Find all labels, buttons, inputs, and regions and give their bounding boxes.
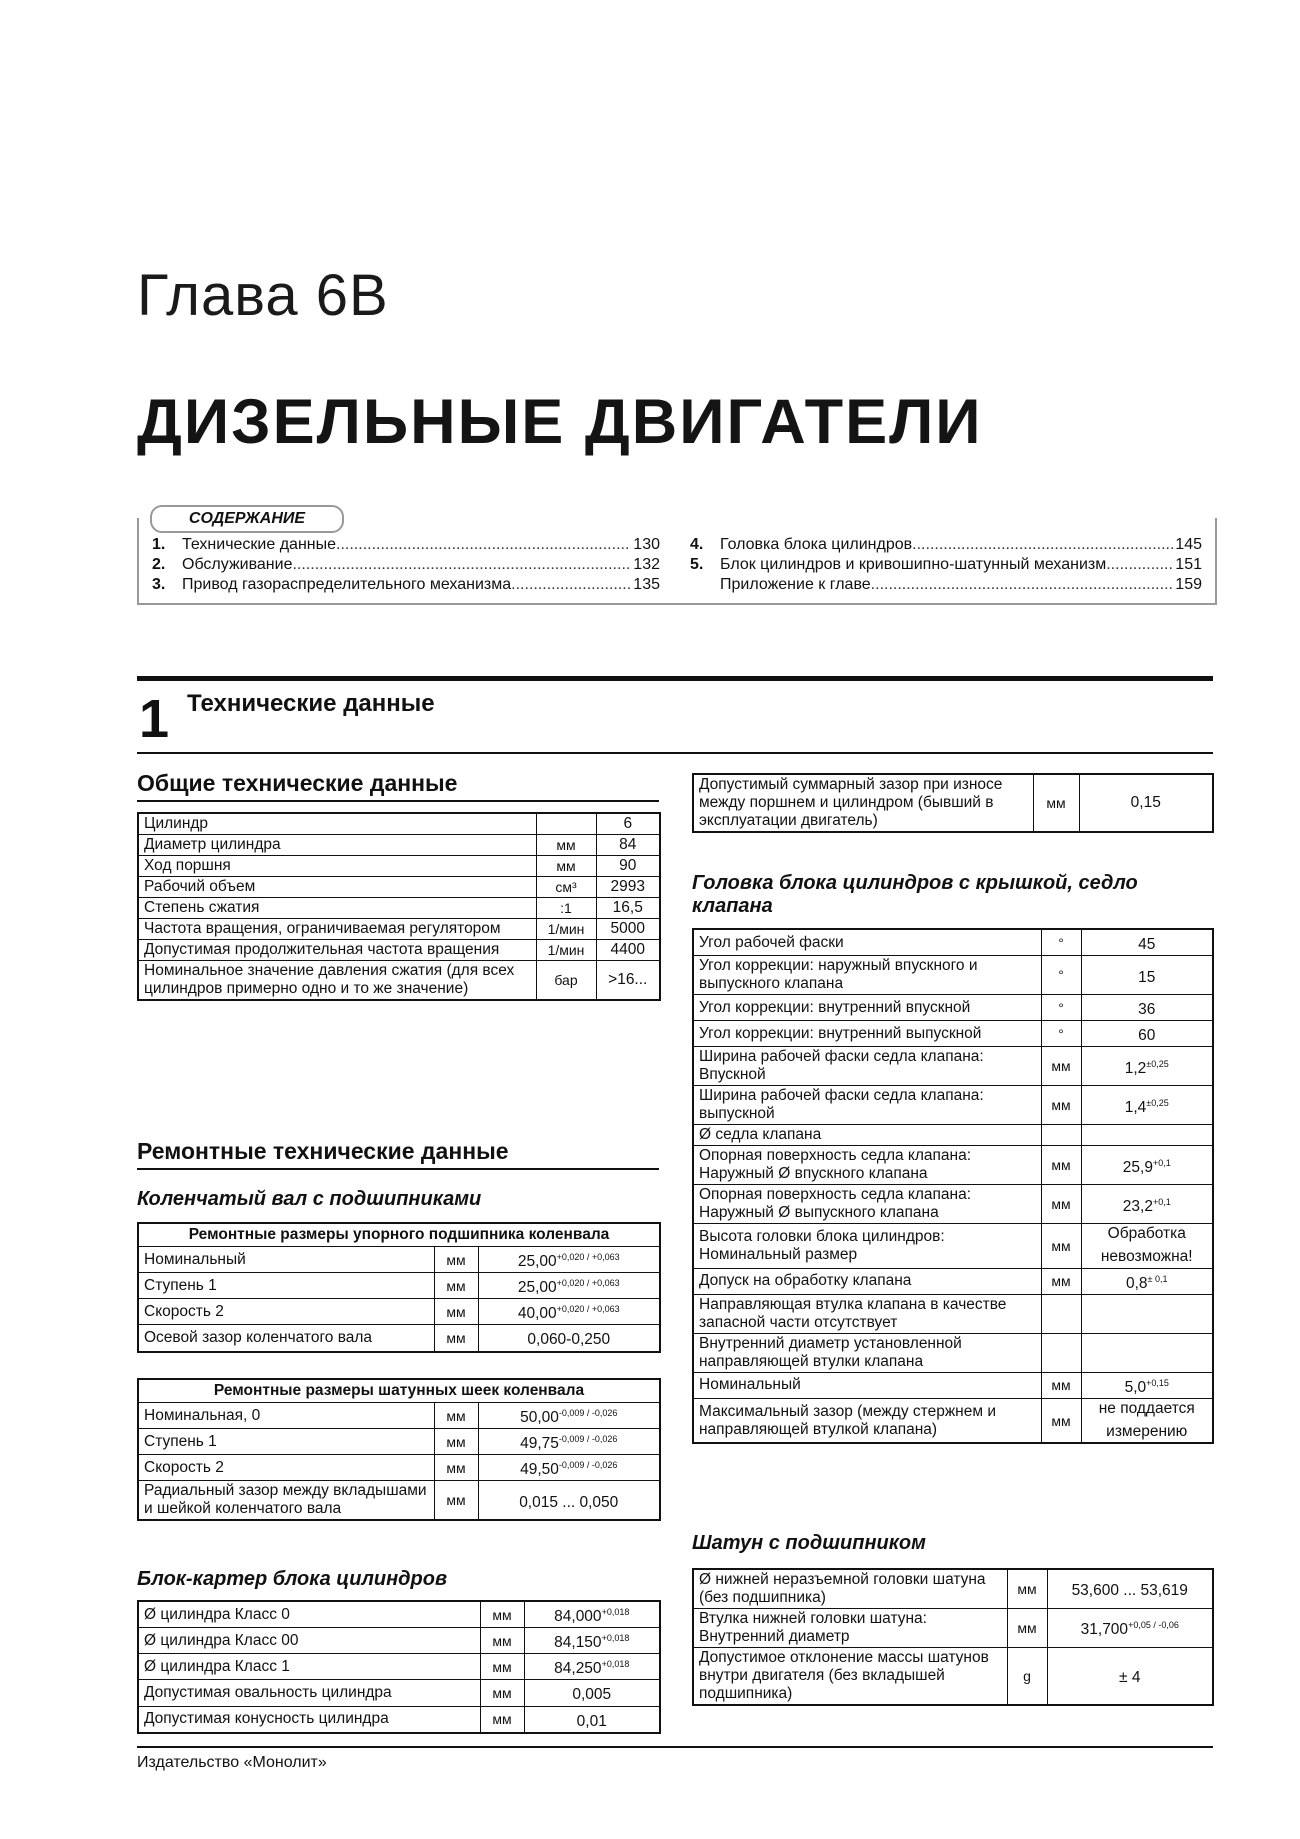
- toc-item-num: [690, 575, 720, 595]
- param-unit: мм: [434, 1429, 478, 1455]
- param-value: $84,150^{+0,018}$: [524, 1628, 660, 1654]
- param-value: 4400: [596, 940, 660, 961]
- param-value: 0,01: [524, 1706, 660, 1733]
- param-name: Диаметр цилиндра: [138, 835, 536, 856]
- param-unit: мм: [1041, 1224, 1081, 1268]
- param-name: Угол коррекции: наружный впускного и выпускного клапана: [693, 956, 1041, 995]
- piston-wear-table: [692, 773, 1214, 833]
- footer-rule: [137, 1746, 1213, 1748]
- param-name: Номинальный: [138, 1247, 434, 1273]
- param-name: Частота вращения, ограничиваемая регулятором: [138, 919, 536, 940]
- table-row: [138, 835, 660, 856]
- table-row: [138, 919, 660, 940]
- param-name: Втулка нижней головки шатуна: Внутренний диаметр: [693, 1609, 1007, 1648]
- repair-heading: Ремонтные технические данные: [137, 1138, 659, 1170]
- param-unit: 1/мин: [536, 919, 596, 940]
- toc-leader: [871, 575, 1174, 595]
- param-name: Ширина рабочей фаски седла клапана: Впускной: [693, 1047, 1041, 1086]
- param-unit: мм: [480, 1680, 524, 1706]
- param-name: Цилиндр: [138, 813, 536, 835]
- param-unit: мм: [1007, 1609, 1047, 1648]
- table-row: [138, 898, 660, 919]
- table-row: [138, 1429, 660, 1455]
- param-value: 15: [1081, 956, 1213, 995]
- section-number: 1: [139, 689, 170, 749]
- table-row: [138, 1455, 660, 1481]
- table-row: [693, 1569, 1213, 1609]
- param-name: Ход поршня: [138, 856, 536, 877]
- param-value: 16,5: [596, 898, 660, 919]
- contents-label: СОДЕРЖАНИЕ: [150, 505, 344, 533]
- param-unit: °: [1041, 956, 1081, 995]
- param-value: $49,50^{-0,009 / -0,026}$: [478, 1455, 660, 1481]
- table-row: [693, 1268, 1213, 1294]
- table-row: [138, 1247, 660, 1273]
- table-row: [693, 774, 1213, 832]
- param-name: Ø цилиндра Класс 00: [138, 1628, 480, 1654]
- param-name: Опорная поверхность седла клапана: Наружный Ø впускного клапана: [693, 1146, 1041, 1185]
- toc-leader: [511, 575, 631, 595]
- toc-leader: [1106, 555, 1173, 575]
- param-value: 60: [1081, 1021, 1213, 1047]
- param-name: Скорость 2: [138, 1455, 434, 1481]
- general-table: [137, 812, 661, 1001]
- param-unit: мм: [1041, 1398, 1081, 1443]
- toc-item-title: Головка блока цилиндров: [720, 536, 913, 553]
- toc-item-page: 145: [1175, 536, 1202, 553]
- cylinder-block-table: [137, 1600, 661, 1734]
- param-unit: мм: [480, 1654, 524, 1680]
- param-unit: мм: [434, 1403, 478, 1429]
- table-row: [138, 1654, 660, 1680]
- param-name: Допуск на обработку клапана: [693, 1268, 1041, 1294]
- table-row: [693, 1398, 1213, 1443]
- param-value: $31,700^{+0,05 / -0,06}$: [1047, 1609, 1213, 1648]
- param-name: Допустимое отклонение массы шатунов внутри двигателя (без вкладышей подшипника): [693, 1648, 1007, 1706]
- toc-item-page: 130: [633, 536, 660, 553]
- param-unit: °: [1041, 995, 1081, 1021]
- table-row: [138, 1680, 660, 1706]
- param-value: 84: [596, 835, 660, 856]
- table-row: [138, 1299, 660, 1325]
- table-row: [138, 877, 660, 898]
- param-name: Ступень 1: [138, 1273, 434, 1299]
- param-unit: [1041, 1125, 1081, 1146]
- param-value: $50,00^{-0,009 / -0,026}$: [478, 1403, 660, 1429]
- block-heading: Блок-картер блока цилиндров: [137, 1568, 448, 1590]
- param-value: 45: [1081, 929, 1213, 956]
- param-value: $84,000^{+0,018}$: [524, 1601, 660, 1628]
- param-name: Номинальная, 0: [138, 1403, 434, 1429]
- table-row: [693, 929, 1213, 956]
- table-row: [138, 1325, 660, 1352]
- table-caption: Ремонтные размеры упорного подшипника коленвала: [138, 1223, 660, 1247]
- table-row: [693, 1185, 1213, 1224]
- param-unit: [1041, 1294, 1081, 1333]
- table-caption-row: [138, 1379, 660, 1403]
- param-name: Высота головки блока цилиндров: Номинальный размер: [693, 1224, 1041, 1268]
- param-unit: мм: [536, 835, 596, 856]
- param-name: Допустимая овальность цилиндра: [138, 1680, 480, 1706]
- rod-heading: Шатун с подшипником: [692, 1532, 926, 1554]
- table-caption: Ремонтные размеры шатунных шеек коленвала: [138, 1379, 660, 1403]
- param-unit: мм: [480, 1706, 524, 1733]
- param-value: не поддается измерению: [1081, 1398, 1213, 1443]
- param-value: $1,2^{\pm 0,25}$: [1081, 1047, 1213, 1086]
- param-name: Ø цилиндра Класс 0: [138, 1601, 480, 1628]
- param-value: 0,060-0,250: [478, 1325, 660, 1352]
- param-name: Направляющая втулка клапана в качестве запасной части отсутствует: [693, 1294, 1041, 1333]
- param-unit: мм: [434, 1299, 478, 1325]
- table-row: [138, 940, 660, 961]
- param-name: Угол рабочей фаски: [693, 929, 1041, 956]
- param-name: Ø нижней неразъемной головки шатуна (без подшипника): [693, 1569, 1007, 1609]
- table-row: [138, 1481, 660, 1521]
- toc-item-title: Приложение к главе: [720, 576, 871, 593]
- table-row: [693, 1224, 1213, 1268]
- param-value: $40,00^{+0,020 / +0,063}$: [478, 1299, 660, 1325]
- table-row: [138, 856, 660, 877]
- thrust-bearing-table: [137, 1222, 661, 1353]
- param-name: Ступень 1: [138, 1429, 434, 1455]
- param-name: Допустимая конусность цилиндра: [138, 1706, 480, 1733]
- table-row: [138, 1601, 660, 1628]
- table-row: [693, 1648, 1213, 1706]
- toc-item-title: Технические данные: [182, 536, 337, 553]
- table-row: [693, 1372, 1213, 1398]
- param-value: $25,00^{+0,020 / +0,063}$: [478, 1247, 660, 1273]
- param-value: $25,9^{+0,1}$: [1081, 1146, 1213, 1185]
- param-value: 90: [596, 856, 660, 877]
- param-unit: 1/мин: [536, 940, 596, 961]
- table-row: [138, 1403, 660, 1429]
- param-unit: бар: [536, 961, 596, 1001]
- param-value: $49,75^{-0,009 / -0,026}$: [478, 1429, 660, 1455]
- table-row: [693, 1294, 1213, 1333]
- toc-leader: [336, 535, 631, 555]
- toc-item[interactable]: [690, 575, 1202, 595]
- chapter-label: Глава 6В: [137, 263, 389, 328]
- toc-item[interactable]: [152, 575, 660, 595]
- param-unit: мм: [434, 1247, 478, 1273]
- param-value: [1081, 1125, 1213, 1146]
- publisher: Издательство «Монолит»: [137, 1754, 327, 1771]
- toc-item-page: 132: [633, 556, 660, 573]
- param-name: Ø цилиндра Класс 1: [138, 1654, 480, 1680]
- param-name: Ø седла клапана: [693, 1125, 1041, 1146]
- param-value: 0,005: [524, 1680, 660, 1706]
- param-value: 6: [596, 813, 660, 835]
- param-unit: мм: [1041, 1086, 1081, 1125]
- head-heading: Головка блока цилиндров с крышкой, седло клапана: [692, 872, 1138, 917]
- param-unit: см³: [536, 877, 596, 898]
- toc-item-num: 4.: [690, 536, 704, 553]
- toc-item-num: 2.: [152, 556, 166, 573]
- table-row: [693, 1333, 1213, 1372]
- param-unit: мм: [536, 856, 596, 877]
- param-unit: [536, 813, 596, 835]
- table-row: [138, 961, 660, 1001]
- table-row: [138, 1628, 660, 1654]
- param-value: 36: [1081, 995, 1213, 1021]
- param-name: Рабочий объем: [138, 877, 536, 898]
- param-unit: g: [1007, 1648, 1047, 1706]
- toc-leader: [292, 555, 631, 575]
- param-unit: мм: [434, 1273, 478, 1299]
- param-unit: °: [1041, 929, 1081, 956]
- table-row: [138, 1273, 660, 1299]
- toc-item-num: 1.: [152, 536, 166, 553]
- table-caption-row: [138, 1223, 660, 1247]
- param-name: Угол коррекции: внутренний выпускной: [693, 1021, 1041, 1047]
- crankshaft-heading: Коленчатый вал с подшипниками: [137, 1188, 482, 1210]
- table-row: [138, 813, 660, 835]
- section-title: Технические данные: [187, 690, 435, 717]
- toc-item-num: 3.: [152, 576, 166, 593]
- toc-item[interactable]: [690, 535, 1202, 555]
- toc-item[interactable]: [690, 555, 1202, 575]
- toc-item-title: Обслуживание: [182, 556, 293, 573]
- table-row: [693, 956, 1213, 995]
- table-row: [693, 1086, 1213, 1125]
- param-unit: мм: [1007, 1569, 1047, 1609]
- connecting-rod-table: [692, 1568, 1214, 1706]
- table-row: [693, 1609, 1213, 1648]
- param-name: Опорная поверхность седла клапана: Наружный Ø выпускного клапана: [693, 1185, 1041, 1224]
- toc-item-page: 159: [1175, 576, 1202, 593]
- param-name: Внутренний диаметр установленной направляющей втулки клапана: [693, 1333, 1041, 1372]
- param-value: [1081, 1294, 1213, 1333]
- param-unit: мм: [1041, 1268, 1081, 1294]
- toc-item-page: 135: [633, 576, 660, 593]
- param-value: 0,15: [1079, 774, 1213, 832]
- cylinder-head-table: [692, 928, 1214, 1444]
- param-value: $23,2^{+0,1}$: [1081, 1185, 1213, 1224]
- param-value: 53,600 ... 53,619: [1047, 1569, 1213, 1609]
- toc-item-page: 151: [1175, 556, 1202, 573]
- param-unit: мм: [434, 1325, 478, 1352]
- param-name: Номинальный: [693, 1372, 1041, 1398]
- table-row: [693, 1146, 1213, 1185]
- param-value: 0,015 ... 0,050: [478, 1481, 660, 1521]
- table-row: [693, 995, 1213, 1021]
- section-bottom-rule: [137, 752, 1213, 754]
- param-name: Допустимый суммарный зазор при износе между поршнем и цилиндром (бывший в эксплуатации двигатель): [693, 774, 1033, 832]
- param-unit: мм: [480, 1601, 524, 1628]
- table-row: [693, 1047, 1213, 1086]
- param-value: $84,250^{+0,018}$: [524, 1654, 660, 1680]
- param-value: $25,00^{+0,020 / +0,063}$: [478, 1273, 660, 1299]
- param-value: ± 4: [1047, 1648, 1213, 1706]
- param-unit: мм: [1041, 1047, 1081, 1086]
- param-name: Скорость 2: [138, 1299, 434, 1325]
- toc-item-title: Блок цилиндров и кривошипно-шатунный механизм: [720, 556, 1107, 573]
- param-name: Степень сжатия: [138, 898, 536, 919]
- param-unit: [1041, 1333, 1081, 1372]
- rod-journal-table: [137, 1378, 661, 1521]
- param-unit: мм: [1041, 1146, 1081, 1185]
- param-unit: мм: [434, 1455, 478, 1481]
- param-value: $0,8^{\pm 0,1}$: [1081, 1268, 1213, 1294]
- toc-item[interactable]: [152, 555, 660, 575]
- table-row: [138, 1706, 660, 1733]
- chapter-title: ДИЗЕЛЬНЫЕ ДВИГАТЕЛИ: [137, 387, 983, 457]
- param-value: 2993: [596, 877, 660, 898]
- toc-item[interactable]: [152, 535, 660, 555]
- table-row: [693, 1125, 1213, 1146]
- param-unit: мм: [434, 1481, 478, 1521]
- param-value: $5,0^{+0,15}$: [1081, 1372, 1213, 1398]
- param-name: Осевой зазор коленчатого вала: [138, 1325, 434, 1352]
- param-name: Ширина рабочей фаски седла клапана: выпускной: [693, 1086, 1041, 1125]
- param-unit: :1: [536, 898, 596, 919]
- param-unit: мм: [1041, 1372, 1081, 1398]
- toc-item-title: Привод газораспределительного механизма: [182, 576, 512, 593]
- param-unit: °: [1041, 1021, 1081, 1047]
- param-name: Угол коррекции: внутренний впускной: [693, 995, 1041, 1021]
- param-value: $1,4^{\pm 0,25}$: [1081, 1086, 1213, 1125]
- toc-item-num: 5.: [690, 556, 704, 573]
- param-name: Радиальный зазор между вкладышами и шейкой коленчатого вала: [138, 1481, 434, 1521]
- param-name: Максимальный зазор (между стержнем и направляющей втулкой клапана): [693, 1398, 1041, 1443]
- param-unit: мм: [480, 1628, 524, 1654]
- toc-leader: [912, 535, 1173, 555]
- param-value: Обработка невозможна!: [1081, 1224, 1213, 1268]
- param-unit: мм: [1033, 774, 1079, 832]
- param-value: >16...: [596, 961, 660, 1001]
- general-heading: Общие технические данные: [137, 770, 659, 802]
- param-value: [1081, 1333, 1213, 1372]
- section-top-rule: [137, 676, 1213, 681]
- param-name: Допустимая продолжительная частота вращения: [138, 940, 536, 961]
- table-row: [693, 1021, 1213, 1047]
- param-name: Номинальное значение давления сжатия (для всех цилиндров примерно одно и то же значение): [138, 961, 536, 1001]
- param-value: 5000: [596, 919, 660, 940]
- param-unit: мм: [1041, 1185, 1081, 1224]
